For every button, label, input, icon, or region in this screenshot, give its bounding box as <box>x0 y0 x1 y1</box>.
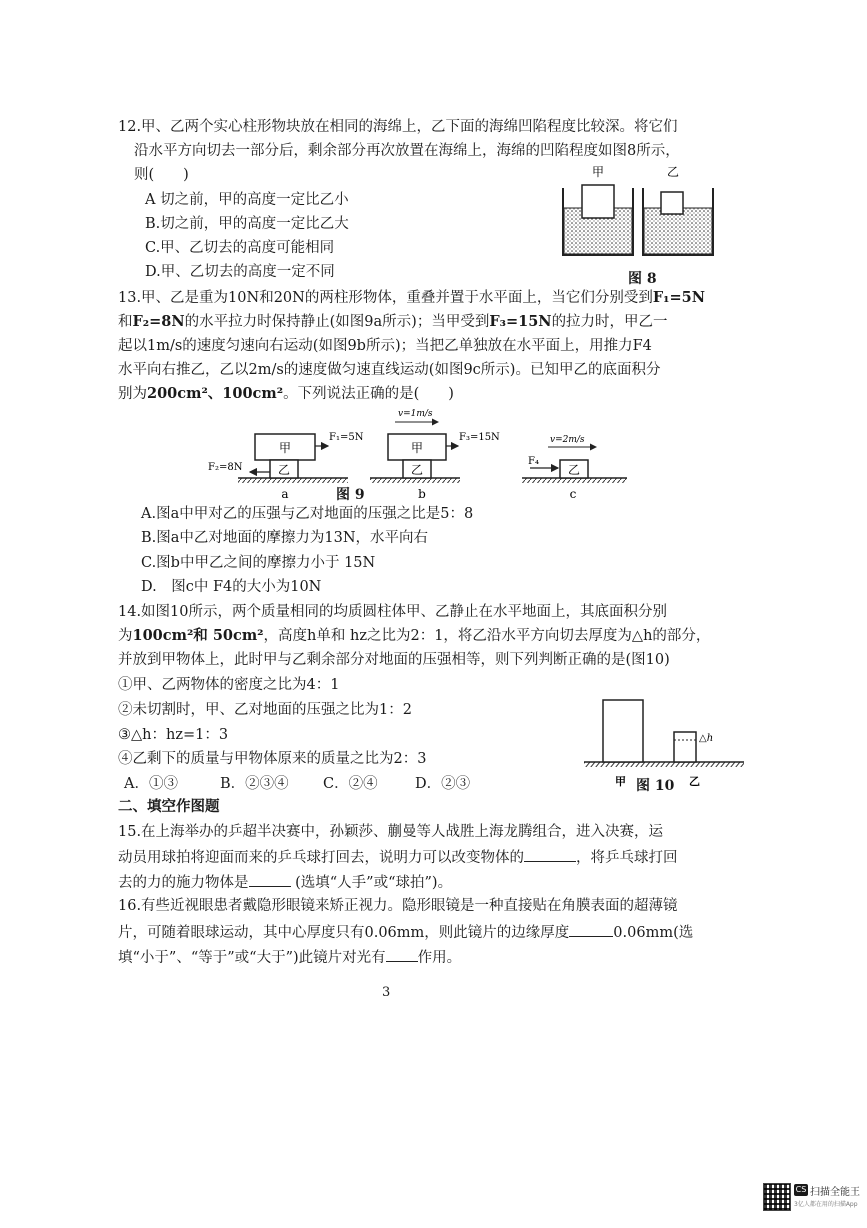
fig10-cylinder-jia <box>603 700 643 762</box>
q14-option-4: ④乙剩下的质量与甲物体原来的质量之比为2：3 <box>118 751 427 767</box>
q15-line1: 15.在上海举办的乒超半决赛中，孙颖莎、蒯曼等人战胜上海龙腾组合，进入决赛，运 <box>118 824 664 840</box>
q16-line2 <box>118 922 693 942</box>
fig10-label-yi: 乙 <box>689 775 700 788</box>
camscanner-logo: CS <box>795 1185 807 1194</box>
fig9c-v: v=2m/s <box>550 435 585 445</box>
q13-area: 200cm²、100cm² <box>147 385 284 402</box>
q12-option-c: C.甲、乙切去的高度可能相同 <box>145 240 335 256</box>
fig8-caption: 图 8 <box>628 271 657 287</box>
q14-option-2: ②未切割时，甲、乙对地面的压强之比为1：2 <box>118 702 412 718</box>
q13-line2 <box>118 313 668 331</box>
q13-line1-text: 13.甲、乙是重为10N和20N的两柱形物体，重叠并置于水平面上，当它们分别受到 <box>118 290 653 306</box>
q13-f1: F₁=5N <box>652 289 705 306</box>
q13-line5 <box>118 385 454 403</box>
q16-line3 <box>118 947 461 967</box>
q14-line1: 14.如图10所示，两个质量相同的均质圆柱体甲、乙静止在水平地面上，其底面积分别 <box>118 604 668 620</box>
q13-line4: 水平向右推乙，乙以2m/s的速度做匀速直线运动(如图9c所示)。已知甲乙的底面积分 <box>118 362 661 378</box>
q15-line3 <box>118 872 452 892</box>
q15-blank-1[interactable] <box>524 847 576 862</box>
q15-line2-a: 动员用球拍将迎面而来的乒乓球打回去，说明力可以改变物体的 <box>118 850 524 866</box>
q16-line2-a: 片，可随着眼球运动，其中心厚度只有0.06mm，则此镜片的边缘厚度 <box>118 925 570 941</box>
fig9b-jia: 甲 <box>410 441 424 455</box>
q14-areas: 100cm²和 50cm² <box>132 627 264 644</box>
fig8-label-yi: 乙 <box>666 165 680 179</box>
q13-line2-b: 的水平拉力时保持静止(如图9a所示)；当甲受到 <box>184 314 490 330</box>
q14-line2-b: ，高度h单和 hz之比为2：1，将乙沿水平方向切去厚度为△h的部分， <box>263 628 711 644</box>
q15-line2 <box>118 847 678 867</box>
fig10-caption: 图 10 <box>636 778 675 794</box>
q13-option-d: D. 图c中 F4的大小为10N <box>141 579 322 595</box>
q15-line3-b: (选填“人手”或“球拍”)。 <box>290 875 453 891</box>
q16-line1: 16.有些近视眼患者戴隐形眼镜来矫正视力。隐形眼镜是一种直接贴在角膜表面的超薄镜 <box>118 898 678 914</box>
fig9-caption: 图 9 <box>336 487 365 503</box>
q14-choice-a: A．①③ <box>124 776 178 792</box>
q14-line2-a: 为 <box>118 628 133 644</box>
q13-option-b: B.图a中乙对地面的摩擦力为13N，水平向右 <box>141 530 429 546</box>
q14-line3: 并放到甲物体上，此时甲与乙剩余部分对地面的压强相等，则下列判断正确的是(图10) <box>118 652 670 668</box>
q14-choice-d: D．②③ <box>415 776 471 792</box>
fig9c-yi: 乙 <box>567 463 581 477</box>
qr-code-icon <box>763 1183 791 1211</box>
q14-line2 <box>118 627 710 645</box>
fig9b-f3: F₃=15N <box>459 432 500 443</box>
fig9a-jia: 甲 <box>278 441 292 455</box>
figure-8 <box>555 158 725 268</box>
fig8-block-jia <box>582 185 614 218</box>
q12-option-d: D.甲、乙切去的高度一定不同 <box>145 264 335 280</box>
fig9a-f2: F₂=8N <box>208 462 243 473</box>
q13-f2: F₂=8N <box>132 313 185 330</box>
watermark-title: 扫描全能王 <box>810 1187 860 1198</box>
q13-line3: 起以1m/s的速度匀速向右运动(如图9b所示)；当把乙单独放在水平面上，用推力F4 <box>118 338 652 354</box>
q13-line2-a: 和 <box>118 314 133 330</box>
fig9-label-c: c <box>569 487 577 501</box>
q15-line2-b: ，将乒乓球打回 <box>576 850 678 866</box>
q13-f3: F₃=15N <box>489 313 552 330</box>
fig8-label-jia: 甲 <box>591 165 605 179</box>
fig8-block-yi <box>661 192 683 214</box>
fig9b-v: v=1m/s <box>398 409 433 419</box>
q13-option-a: A.图a中甲对乙的压强与乙对地面的压强之比是5：8 <box>141 506 474 522</box>
q12-option-a: A 切之前，甲的高度一定比乙小 <box>145 192 349 208</box>
q12-option-b: B.切之前，甲的高度一定比乙大 <box>145 216 349 232</box>
fig9a-f1: F₁=5N <box>329 432 364 443</box>
fig10-delta-h: △h <box>699 733 714 744</box>
q16-blank-1[interactable] <box>569 922 613 937</box>
section-2-title: 二、填空作图题 <box>118 798 220 815</box>
fig9b-yi: 乙 <box>410 463 424 477</box>
q12-line3: 则( ) <box>134 167 189 183</box>
fig9-label-b: b <box>418 487 426 501</box>
fig9-label-a: a <box>281 487 289 501</box>
q16-blank-2[interactable] <box>386 947 418 962</box>
fig10-label-jia: 甲 <box>615 775 626 788</box>
q12-line2: 沿水平方向切去一部分后，剩余部分再次放置在海绵上，海绵的凹陷程度如图8所示， <box>134 143 680 159</box>
q15-blank-2[interactable] <box>249 872 291 887</box>
q14-choice-b: B．②③④ <box>220 776 289 792</box>
q16-line2-b: 0.06mm(选 <box>613 925 694 941</box>
q14-choice-c: C．②④ <box>323 776 378 792</box>
q14-option-1: ①甲、乙两物体的密度之比为4：1 <box>118 677 340 693</box>
q15-line3-a: 去的力的施力物体是 <box>118 875 249 891</box>
fig9c-f4: F₄ <box>528 456 539 467</box>
q13-option-c: C.图b中甲乙之间的摩擦力小于 15N <box>141 555 376 571</box>
fig9a-yi: 乙 <box>277 463 291 477</box>
q13-line5-b: 。下列说法正确的是( ) <box>283 386 454 402</box>
q16-line3-a: 填“小于”、“等于”或“大于”)此镜片对光有 <box>118 950 386 966</box>
q13-line1 <box>118 289 705 307</box>
fig10-cylinder-yi <box>674 732 696 762</box>
q12-line1: 12.甲、乙两个实心柱形物块放在相同的海绵上，乙下面的海绵凹陷程度比较深。将它们 <box>118 119 678 135</box>
watermark-subtitle: 3亿人都在用的扫描App <box>794 1201 858 1208</box>
q13-line5-a: 别为 <box>118 386 147 402</box>
q13-line2-c: 的拉力时，甲乙一 <box>551 314 668 330</box>
q14-option-3: ③△h：hz=1：3 <box>118 727 229 743</box>
page-number: 3 <box>382 985 391 1000</box>
figure-9 <box>200 402 640 502</box>
q16-line3-b: 作用。 <box>417 950 462 966</box>
